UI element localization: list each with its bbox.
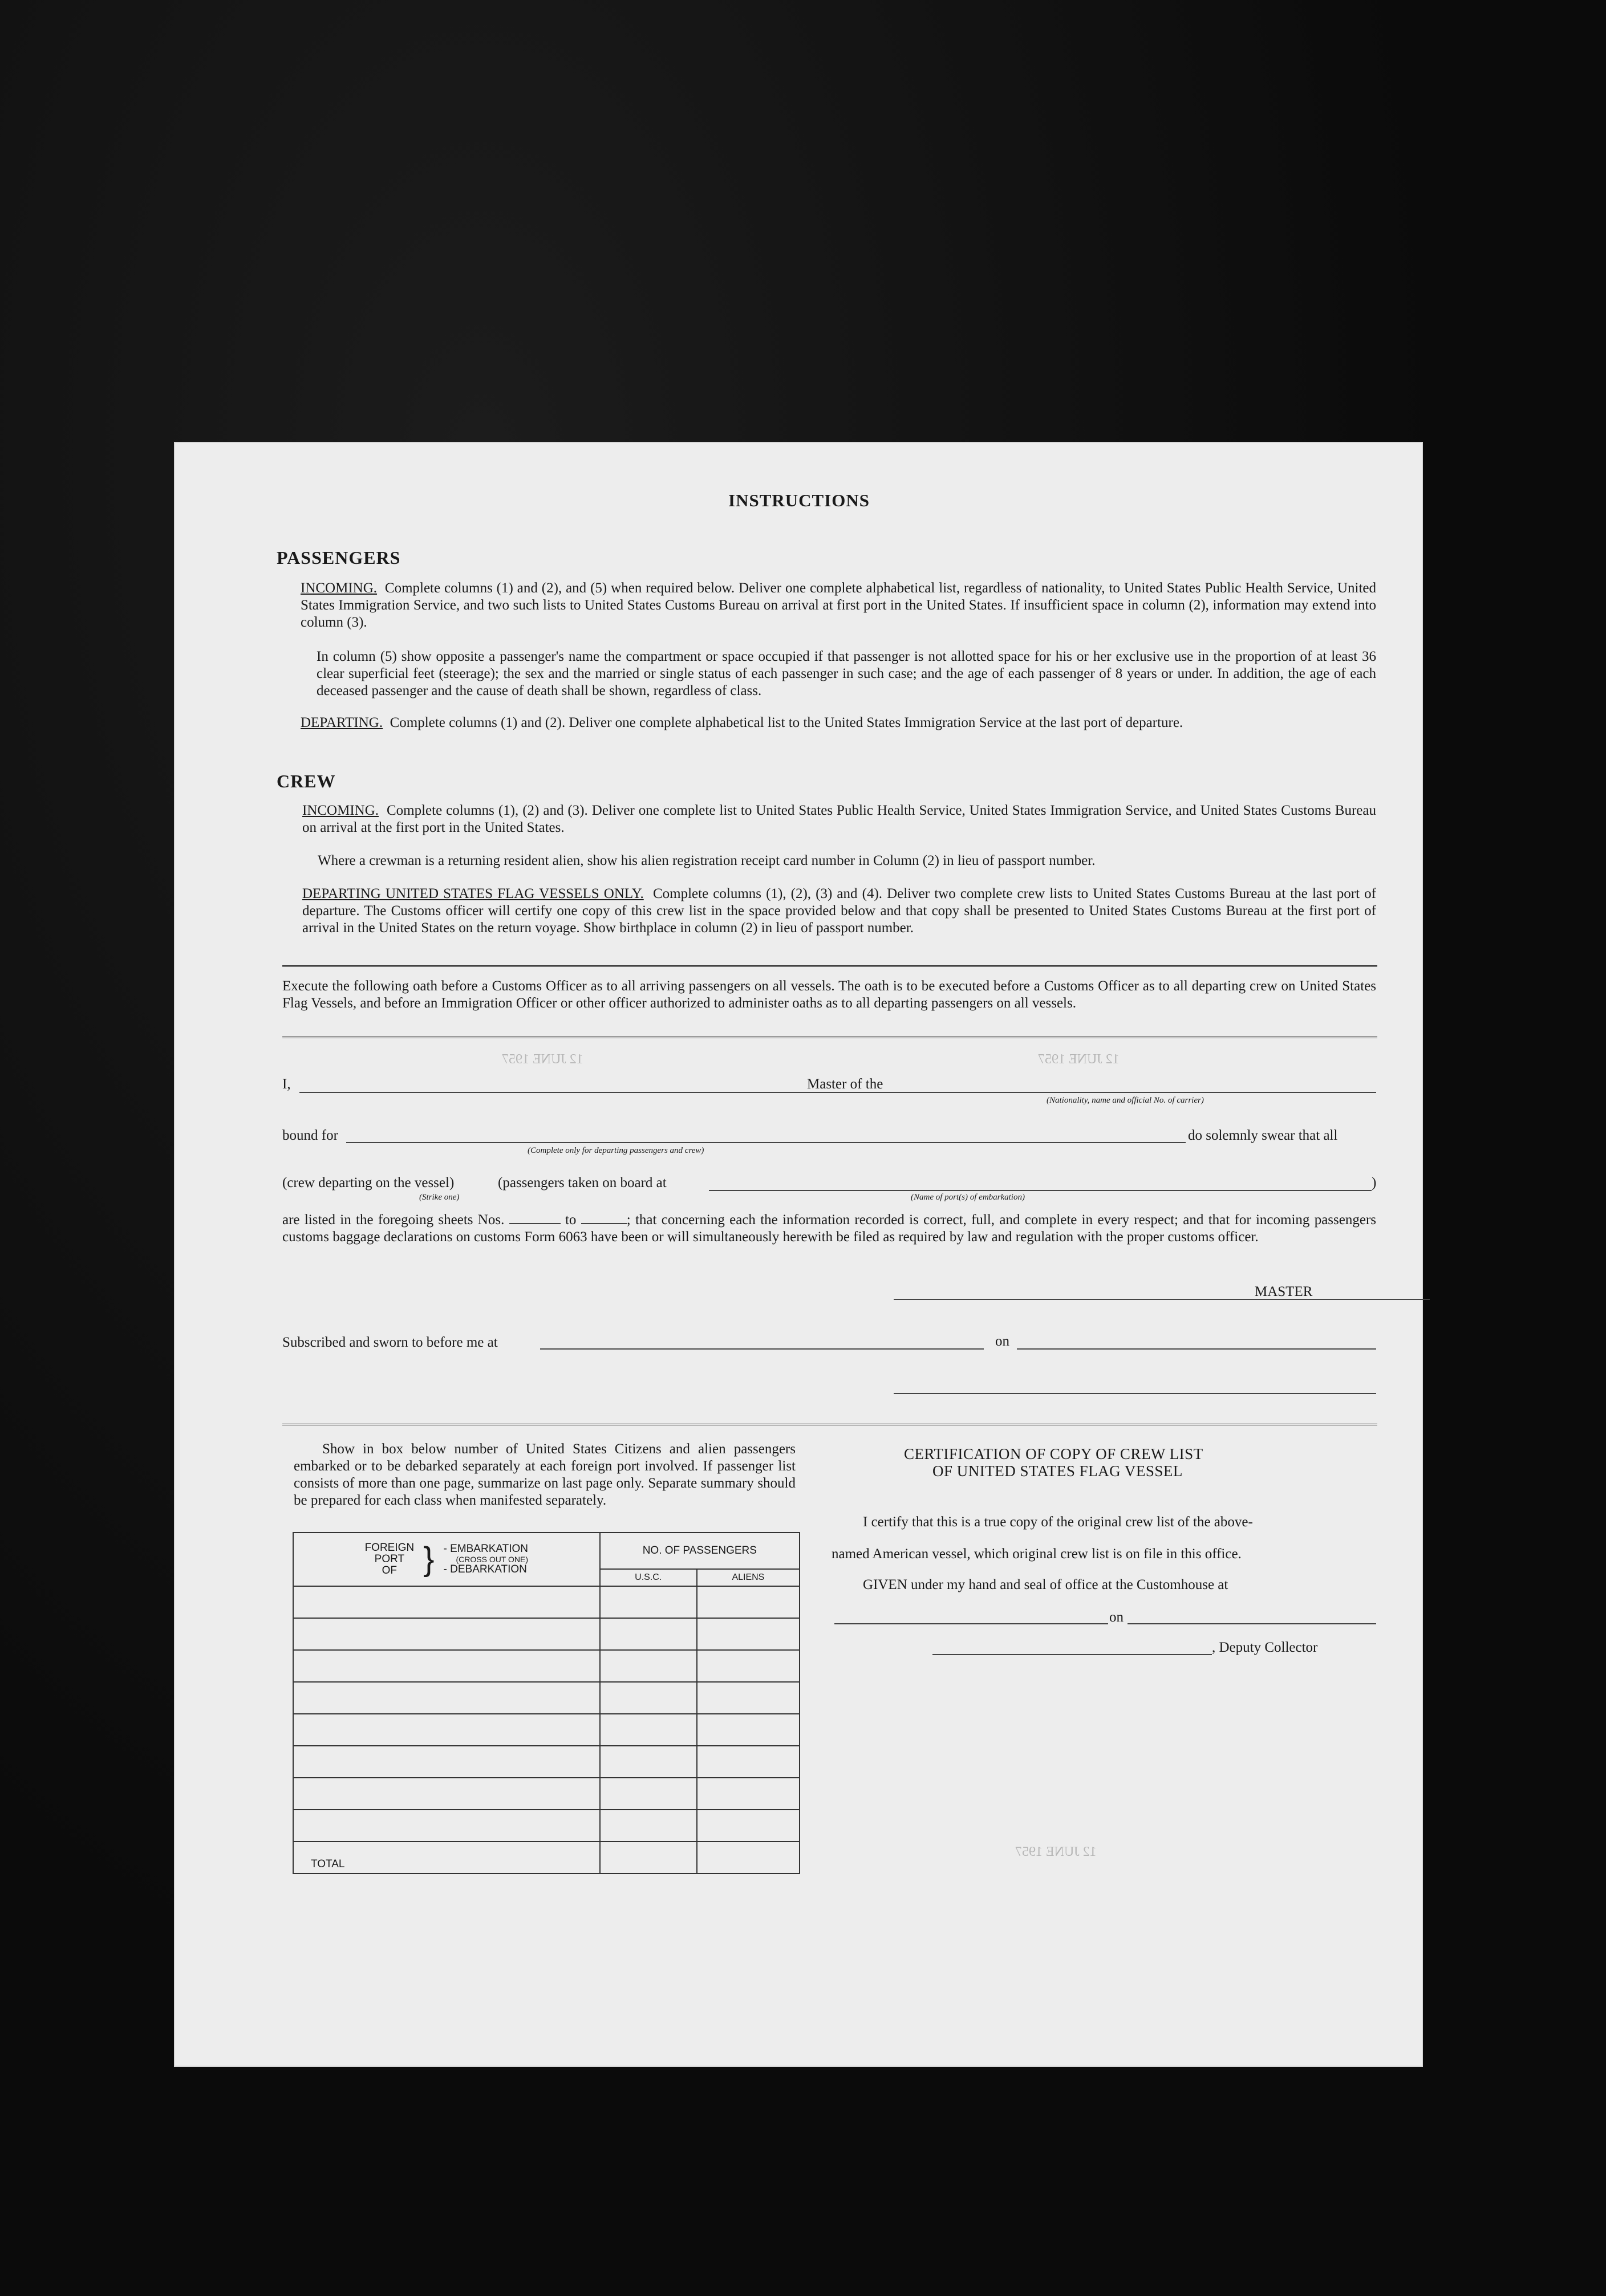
incoming-label: INCOMING. bbox=[301, 580, 378, 596]
incoming-text: Complete columns (1) and (2), and (5) when required below. Deliver one complete alphabetical list, regardless of nationality, to United States Public Health Service, United States Immigration Service, and two such lists to United States Customs Bureau on arrival at first port in the United States. If insufficient space in column (2), information may extend into column (3). bbox=[301, 580, 1377, 630]
swear-text: do solemnly swear that all bbox=[1188, 1128, 1338, 1143]
listed-pre: are listed in the foregoing sheets Nos. bbox=[282, 1212, 505, 1228]
close-paren: ) bbox=[1372, 1175, 1377, 1190]
passengers-departing-instruction bbox=[301, 714, 1376, 732]
usc-cell[interactable] bbox=[600, 1810, 697, 1842]
port-cell[interactable] bbox=[293, 1746, 600, 1778]
certification-title-line1: CERTIFICATION OF COPY OF CREW LIST bbox=[904, 1445, 1203, 1462]
aliens-cell[interactable] bbox=[697, 1650, 800, 1682]
subscribed-date-line[interactable] bbox=[1017, 1348, 1376, 1350]
passenger-summary-table bbox=[293, 1532, 800, 1874]
carrier-line[interactable] bbox=[899, 1092, 1376, 1093]
aliens-cell[interactable] bbox=[697, 1618, 800, 1650]
master-of-label: Master of the bbox=[807, 1076, 883, 1092]
section-divider bbox=[282, 965, 1377, 969]
departing-text: Complete columns (1), (2), (3) and (4). Deliver two complete crew lists to United States Customs Bureau at the last port of departure. The Customs officer will certify one copy of this crew list in the space provided below and that copy shall be presented to United States Customs Bureau at the first port of arrival in the United States on the return voyage. Show birthplace in column (2) in lieu of passport number. bbox=[302, 886, 1376, 936]
form-page bbox=[174, 442, 1423, 2067]
passengers-column5-instruction: In column (5) show opposite a passenger's name the compartment or space occupied if that passenger is not allotted space for his or her exclusive use in the proportion of at least 36 clear superficial feet (steerage); the sex and the married or single status of each passenger in such case; and the age of each passenger of 8 years or under. In addition, the age of each deceased passenger and the cause of death shall be shown, regardless of class. bbox=[317, 649, 1376, 698]
cross-out-note: (CROSS OUT ONE) bbox=[456, 1555, 529, 1564]
port-cell[interactable] bbox=[293, 1682, 600, 1714]
departing-label: DEPARTING. bbox=[301, 715, 383, 730]
aliens-cell[interactable] bbox=[697, 1682, 800, 1714]
passengers-taken-option: (passengers taken on board at bbox=[498, 1175, 667, 1190]
port-cell[interactable] bbox=[293, 1714, 600, 1746]
embarkation-ports-line[interactable] bbox=[709, 1190, 1372, 1191]
usc-cell[interactable] bbox=[600, 1650, 697, 1682]
officer-signature-line[interactable] bbox=[894, 1393, 1376, 1394]
oath-intro: Execute the following oath before a Customs Officer as to all arriving passengers on all vessels. The oath is to be executed before a Customs Officer as to all departing crew on United States Flag Vessels, and before an Immigration Officer or other officer authorized to administer oaths as to all departing passengers on all vessels. bbox=[282, 978, 1376, 1011]
no-of-passengers-header: NO. OF PASSENGERS bbox=[600, 1533, 800, 1569]
passengers-heading: PASSENGERS bbox=[277, 547, 401, 568]
certify-line1: I certify that this is a true copy of the original crew list of the above- bbox=[863, 1514, 1253, 1530]
subscribed-place-line[interactable] bbox=[540, 1348, 984, 1350]
port-cell[interactable] bbox=[293, 1586, 600, 1618]
aliens-cell[interactable] bbox=[697, 1778, 800, 1810]
crew-departing-option: (crew departing on the vessel) bbox=[282, 1175, 455, 1190]
listed-to: to bbox=[565, 1212, 577, 1228]
deputy-collector-signature-line[interactable] bbox=[932, 1654, 1212, 1655]
port-cell[interactable] bbox=[293, 1778, 600, 1810]
crew-incoming-instruction bbox=[302, 802, 1376, 836]
bleed-through-stamp: 12 JUNE 1957 bbox=[1038, 1052, 1120, 1067]
crew-resident-instruction: Where a crewman is a returning resident alien, show his alien registration receipt card number in Column (2) in lieu of passport number. bbox=[318, 853, 1096, 868]
carrier-caption: (Nationality, name and official No. of carrier) bbox=[1047, 1096, 1204, 1105]
aliens-cell[interactable] bbox=[697, 1714, 800, 1746]
total-label: TOTAL bbox=[293, 1842, 600, 1874]
subscribed-on-label: on bbox=[995, 1334, 1009, 1349]
master-label: MASTER bbox=[1255, 1284, 1313, 1299]
debarkation-option[interactable]: - DEBARKATION bbox=[443, 1563, 527, 1575]
strike-one-caption: (Strike one) bbox=[419, 1193, 460, 1202]
bleed-through-stamp: 12 JUNE 1957 bbox=[1015, 1844, 1097, 1859]
oath-i-label: I, bbox=[282, 1076, 291, 1092]
bound-for-line[interactable] bbox=[346, 1142, 1186, 1143]
listed-text: ; that concerning each the information recorded is correct, full, and complete in every respect; and that for incoming passengers customs baggage declarations on customs Form 6063 have been or will simultaneously herewith be filed as required by law and regulation with the proper customs officer. bbox=[282, 1212, 1376, 1245]
oath-listed-statement bbox=[282, 1212, 1376, 1246]
summary-instructions: Show in box below number of United States Citizens and alien passengers embarked or to be debarked separately at each foreign port involved. If passenger list consists of more than one page, summarize on last page only. Separate summary should be prepared for each class when manifested separately. bbox=[294, 1441, 796, 1508]
port-cell[interactable] bbox=[293, 1650, 600, 1682]
aliens-total-cell[interactable] bbox=[697, 1842, 800, 1874]
departing-label: DEPARTING UNITED STATES FLAG VESSELS ONLY. bbox=[302, 886, 644, 901]
of-label: OF bbox=[382, 1564, 398, 1576]
aliens-cell[interactable] bbox=[697, 1746, 800, 1778]
crew-heading: CREW bbox=[277, 771, 336, 791]
incoming-label: INCOMING. bbox=[302, 803, 379, 818]
usc-cell[interactable] bbox=[600, 1586, 697, 1618]
master-signature-line[interactable] bbox=[894, 1299, 1430, 1300]
usc-cell[interactable] bbox=[600, 1778, 697, 1810]
sheet-from-field[interactable] bbox=[509, 1223, 561, 1224]
port-cell[interactable] bbox=[293, 1618, 600, 1650]
certification-on-label: on bbox=[1109, 1610, 1124, 1625]
ports-caption: (Name of port(s) of embarkation) bbox=[911, 1193, 1025, 1202]
brace-glyph: } bbox=[423, 1541, 435, 1578]
usc-header: U.S.C. bbox=[600, 1569, 697, 1586]
aliens-cell[interactable] bbox=[697, 1810, 800, 1842]
sheet-to-field[interactable] bbox=[581, 1223, 627, 1224]
deputy-collector-label: , Deputy Collector bbox=[1212, 1640, 1318, 1655]
customhouse-line[interactable] bbox=[834, 1623, 1108, 1624]
usc-cell[interactable] bbox=[600, 1714, 697, 1746]
usc-cell[interactable] bbox=[600, 1746, 697, 1778]
crew-departing-instruction bbox=[302, 885, 1376, 937]
bound-for-label: bound for bbox=[282, 1128, 338, 1143]
given-under-hand: GIVEN under my hand and seal of office at the Customhouse at bbox=[863, 1577, 1228, 1592]
incoming-text: Complete columns (1), (2) and (3). Deliver one complete list to United States Public Health Service, United States Immigration Service, and United States Customs Bureau on arrival at the first port in the United States. bbox=[302, 803, 1376, 835]
embarkation-option[interactable]: - EMBARKATION bbox=[443, 1543, 529, 1555]
instructions-title: INSTRUCTIONS bbox=[728, 490, 870, 510]
foreign-label: FOREIGN bbox=[364, 1542, 415, 1554]
departing-text: Complete columns (1) and (2). Deliver one complete alphabetical list to the United States Immigration Service at the last port of departure. bbox=[390, 715, 1183, 730]
usc-cell[interactable] bbox=[600, 1618, 697, 1650]
certify-line2: named American vessel, which original crew list is on file in this office. bbox=[832, 1546, 1242, 1562]
certification-date-line[interactable] bbox=[1128, 1623, 1376, 1624]
port-label: PORT bbox=[374, 1553, 405, 1565]
passengers-incoming-instruction bbox=[301, 580, 1376, 631]
usc-total-cell[interactable] bbox=[600, 1842, 697, 1874]
port-cell[interactable] bbox=[293, 1810, 600, 1842]
port-header-cell bbox=[293, 1533, 600, 1586]
aliens-header: ALIENS bbox=[697, 1569, 800, 1586]
aliens-cell[interactable] bbox=[697, 1586, 800, 1618]
usc-cell[interactable] bbox=[600, 1682, 697, 1714]
section-divider bbox=[282, 1424, 1377, 1427]
certification-title-line2: OF UNITED STATES FLAG VESSEL bbox=[932, 1462, 1183, 1480]
section-divider bbox=[282, 1037, 1377, 1040]
bleed-through-stamp: 12 JUNE 1957 bbox=[502, 1052, 583, 1067]
subscribed-label: Subscribed and sworn to before me at bbox=[282, 1335, 498, 1350]
bound-caption: (Complete only for departing passengers and crew) bbox=[528, 1146, 704, 1155]
